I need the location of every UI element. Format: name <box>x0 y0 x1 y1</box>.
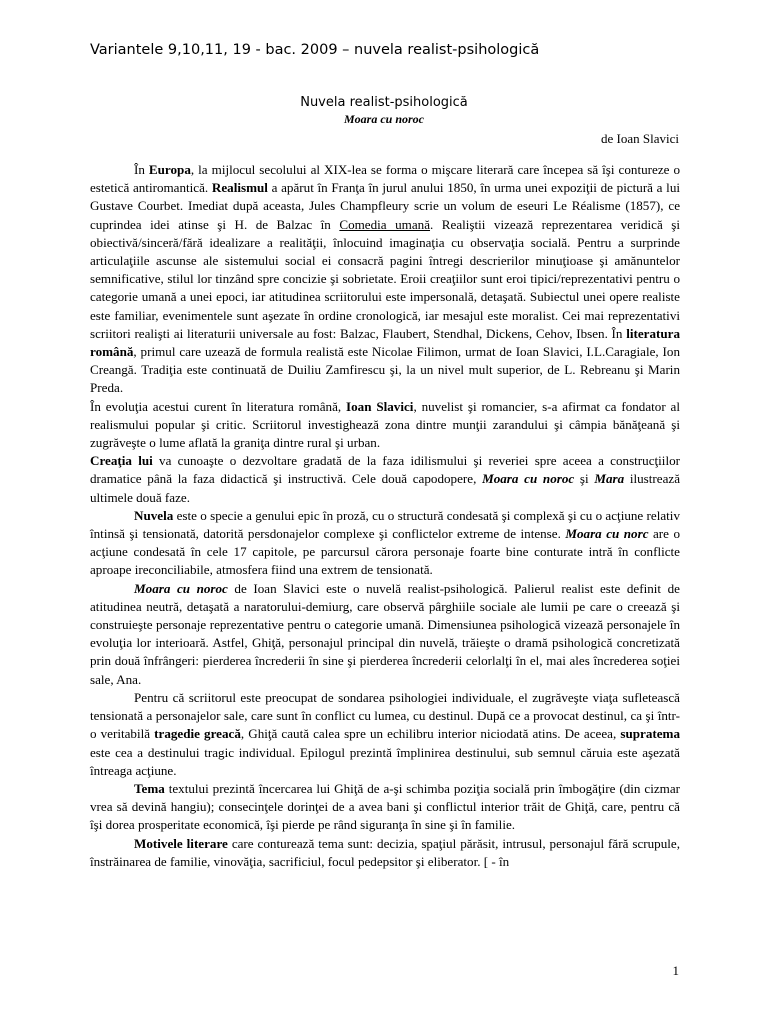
paragraph-ioan-slavici <box>90 398 680 453</box>
text-run: , primul care uzează de formula realistă este Nicolae Filimon, urmat de Ioan Slavici, I.L.Caragiale, Ion Creangă. Tradiţia este continuată de Duiliu Zamfirescu şi, la un nivel mult superior, de L. Rebreanu şi Marin Preda. <box>90 344 680 396</box>
emphasis-motivele-literare: Motivele literare <box>134 835 228 851</box>
text-run: care conturează tema sunt: decizia, spaţiul părăsit, intrusul, personajul fără scrupule, înstrăinarea de familie, vinovăţia, sacrificiul, focul pedepsitor şi eliberator. [ - în <box>90 835 680 869</box>
emphasis-nuvela: Nuvela <box>134 507 174 523</box>
title-moara-cu-norc: Moara cu norc <box>565 526 649 542</box>
emphasis-supratema: supratema <box>620 726 680 742</box>
emphasis-realismul: Realismul <box>211 180 268 196</box>
text-run: este cea a destinului tragic individual. Epilogul prezintă împlinirea destinului, sub semnul căruia este aşezată întreaga acţiune. <box>90 744 680 778</box>
author-line: de Ioan Slavici <box>601 131 679 146</box>
page-number: 1 <box>672 963 679 978</box>
text-run: , Ghiţă caută calea spre un echilibru interior niciodată atins. De aceea, <box>240 726 621 742</box>
emphasis-europa: Europa <box>148 162 191 177</box>
text-run: În evoluţia acestui curent în literatura română, <box>90 398 347 414</box>
paragraph-realist-psihologica <box>90 580 680 689</box>
paragraph-destin <box>90 689 680 780</box>
work-title: Moara cu noroc <box>343 112 424 126</box>
text-run: a apărut în Franţa în jurul anului 1850, în urma unei expoziţii de pictură a lui Gustave Courbet. Imediat după aceasta, Jules Champfleury scrie un volum de eseuri Le Réalisme (1857), ce cuprindea idei atinse şi H. de Balzac în <box>90 180 681 232</box>
title-moara-cu-noroc: Moara cu noroc <box>134 580 228 596</box>
emphasis-creatia-lui: Creaţia lui <box>90 453 153 469</box>
paragraph-realism-europe <box>90 161 680 398</box>
text-run: textului prezintă încercarea lui Ghiţă de a-şi schimba poziţia socială prin îmbogăţire (din cizmar vrea să devină hangiu); consecinţele dorinţei de a avea bani şi conflictul interior trăit de Ghiţă, care, pentru că îşi dorea prosperitate economică, îşi pierde pe rând siguranţa în sine şi în familie. <box>90 780 680 833</box>
text-run: . Realiştii vizează reprezentarea veridică şi obiectivă/sinceră/fără idealizare a realităţii, înlocuind imaginaţia cu observaţia socială. Pentru a surprinde articulaţiile ascunse ale sistemului social ei consacră pagini întregi descrierilor minuţioase şi amănuntelor semnificative, stilul lor tinzând spre concizie şi sobrietate. Eroii creaţiilor sunt eroi tipici/reprezentativi pentru o categorie umană a unei epoci, iar atitudinea scriitorului este impersonală, detaşată. Subiectul unei opere realiste este familiar, evenimentele sunt aşezate în ordine cronologică, iar mesajul este moralist. Cei mai reprezentativi scriitori realişti ai literaturii universale au fost: Balzac, Flaubert, Stendhal, Dickens, Cehov, Ibsen. În <box>90 216 681 341</box>
text-run: de Ioan Slavici este o nuvelă realist-psihologică. Palierul realist este definit de atitudinea neutră, detaşată a naratorului-demiurg, care observă pârghiile sociale ale lumii pe care o creează şi construieşte personaje reprezentative pentru o categorie umană. Dimensiunea psihologică vizează personajele în evoluţia lor interioară. Astfel, Ghiţă, personajul principal din nuvelă, trăieşte o dramă psihologică concretizată prin două înfrângeri: pierderea încrederii în sine şi pierderea încrederii celorlalţi în el, mai ales încrederea soţiei sale, Ana. <box>90 580 680 687</box>
text-run: şi <box>574 471 595 487</box>
text-run: este o specie a genului epic în proză, cu o structură condesată şi complexă şi cu o acţiune relativ întinsă şi tensionată, datorită persdonajelor complexe şi conflictelor extreme de intense. <box>90 507 680 542</box>
document-title: Nuvela realist-psihologică <box>300 95 468 110</box>
text-run: Pentru că scriitorul este preocupat de sondarea psihologiei individuale, el zugrăveşte viaţa sufletească tensionată a personajelor sale, care sunt în conflict cu lumea, cu destinul. După ce a provocat destinul, ca şi într-o veritabilă <box>90 689 680 742</box>
emphasis-tema: Tema <box>134 780 165 796</box>
emphasis-ioan-slavici: Ioan Slavici <box>346 398 414 414</box>
text-run: va cunoaşte o dezvoltare gradată de la faza idilismului şi reveriei spre aceea a construcţiilor dramatice până la faza didactică şi instructivă. Cele două capodopere, <box>90 453 680 487</box>
paragraph-creatia-lui <box>90 452 680 507</box>
title-mara: Mara <box>594 471 625 487</box>
text-run: , la mijlocul secolului al XIX-lea se forma o mişcare literară care începea să îşi contureze o estetică antiromantică. <box>90 162 680 196</box>
title-moara-cu-noroc: Moara cu noroc <box>482 471 575 487</box>
text-run: ilustrează ultimele două faze. <box>90 471 681 505</box>
document-body <box>90 161 680 871</box>
text-run: În <box>134 162 149 177</box>
paragraph-nuvela <box>90 507 680 580</box>
underlined-comedia-umana: Comedia umană <box>339 216 431 232</box>
paragraph-motivele-literare <box>90 835 680 871</box>
paragraph-tema <box>90 780 680 835</box>
text-run: are o acţiune condesată în cele 17 capitole, pe parcursul cărora personaje foarte bine conturate intră în conflicte aproape ireconciliabile, atmosfera fiind una extrem de tensionată. <box>90 526 680 578</box>
text-run: , nuvelist şi romancier, s-a afirmat ca fondator al realismului popular şi critic. Scriitorul investighează zona dintre munţii zarandului şi câmpia bănăţeană şi zugrăveşte o lume aflată la graniţa dintre rural şi urban. <box>90 398 680 451</box>
emphasis-tragedie-greaca: tragedie greacă <box>154 726 241 742</box>
emphasis-literatura-romana: literatura română <box>90 325 680 360</box>
exam-variant-header: Variantele 9,10,11, 19 - bac. 2009 – nuvela realist-psihologică <box>90 42 540 58</box>
